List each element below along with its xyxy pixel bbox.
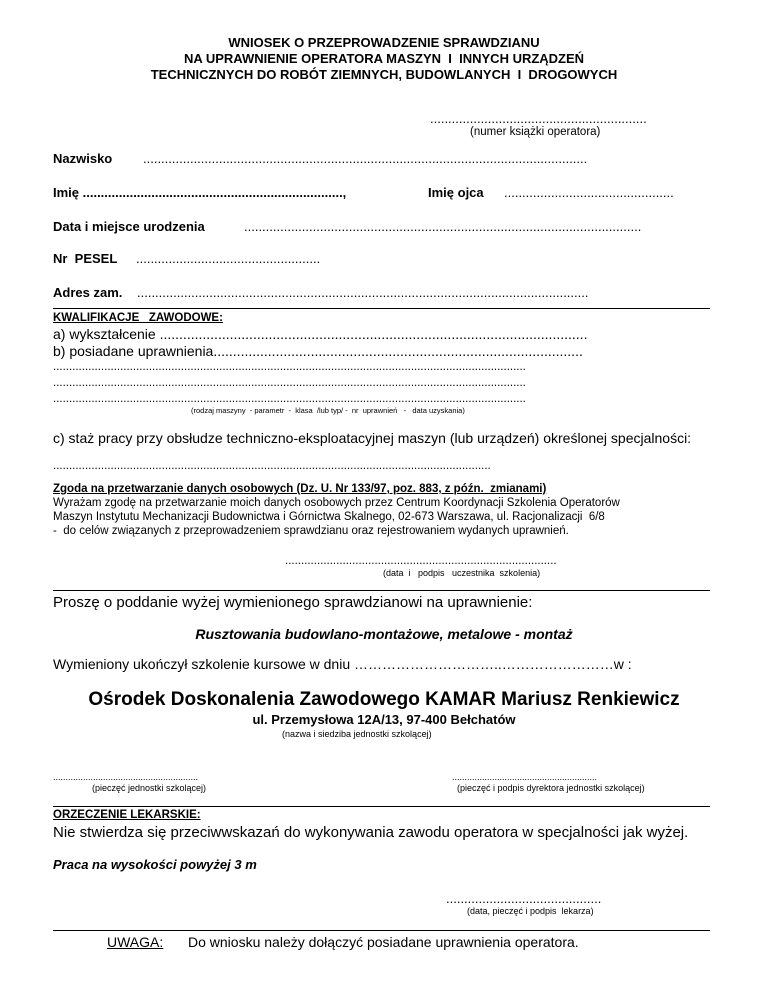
qualifications-heading: KWALIFIKACJE ZAWODOWE: — [53, 312, 223, 324]
consent-text-line-1: Wyrażam zgodę na przetwarzanie moich danych osobowych przez Centrum Koordynacji Szkolenia Operatorów — [53, 497, 620, 509]
center-stamp-field[interactable]: .......................................................... — [53, 772, 199, 782]
doctor-signature-field[interactable]: ........................................... — [446, 891, 602, 906]
permit-name: Rusztowania budowlano-montażowe, metalowe - montaż — [195, 626, 573, 642]
center-stamp-caption: (pieczęć jednostki szkolącej) — [92, 783, 207, 793]
participant-signature-field[interactable]: ..................................................................................... — [285, 555, 557, 567]
medical-heading: ORZECZENIE LEKARSKIE: — [53, 809, 201, 821]
divider — [53, 308, 710, 309]
note-text: Do wniosku należy dołączyć posiadane uprawnienia operatora. — [188, 934, 579, 950]
form-title-line-3: TECHNICZNYCH DO ROBÓT ZIEMNYCH, BUDOWLANYCH I DROGOWYCH — [150, 67, 618, 82]
father-name-field[interactable]: ............................................... — [504, 185, 674, 200]
training-center-name: Ośrodek Doskonalenia Zawodowego KAMAR Mariusz Renkiewicz — [88, 689, 680, 710]
divider — [53, 590, 710, 591]
form-title-line-2: NA UPRAWNIENIE OPERATORA MASZYN I INNYCH URZĄDZEŃ — [183, 51, 585, 66]
training-center-caption: (nazwa i siedziba jednostki szkolącej) — [282, 729, 432, 739]
birth-date-place-field[interactable]: .............................................................................................................. — [244, 219, 642, 234]
surname-label: Nazwisko — [53, 151, 113, 166]
director-stamp-field[interactable]: .......................................................... — [452, 772, 598, 782]
divider — [53, 806, 710, 807]
divider — [53, 930, 710, 931]
permits-line-1[interactable]: .................................................................................................................................................... — [53, 361, 526, 373]
first-name-field[interactable]: Imię ........................................................................, — [53, 185, 347, 200]
permits-line-3[interactable]: .................................................................................................................................................... — [53, 393, 526, 405]
training-date-field[interactable]: Wymieniony ukończył szkolenie kursowe w dniu …………………………..……………………w : — [53, 656, 632, 672]
consent-text-line-2: Maszyn Instytutu Mechanizacji Budownictwa i Górnictwa Skalnego, 02-673 Warszawa, ul. Racjonalizacji 6/8 — [53, 511, 605, 523]
note-label: UWAGA: — [107, 934, 164, 950]
pesel-field[interactable]: ................................................... — [136, 251, 321, 266]
education-field[interactable]: a) wykształcenie .............................................................................................................. — [53, 326, 588, 342]
consent-text-line-3: - do celów związanych z przeprowadzeniem sprawdzianu oraz rejestrowaniem wydanych uprawnień. — [53, 525, 569, 537]
operator-book-number-caption: (numer książki operatora) — [470, 126, 601, 138]
operator-book-number-field[interactable]: ............................................................ — [430, 111, 647, 126]
form-title-line-1: WNIOSEK O PRZEPROWADZENIE SPRAWDZIANU — [228, 35, 540, 50]
permits-line-2[interactable]: .................................................................................................................................................... — [53, 377, 526, 389]
doctor-signature-caption: (data, pieczęć i podpis lekarza) — [467, 906, 594, 916]
request-text: Proszę o poddanie wyżej wymienionego sprawdzianowi na uprawnienie: — [53, 594, 533, 611]
birth-date-place-label: Data i miejsce urodzenia — [53, 219, 205, 234]
participant-signature-caption: (data i podpis uczestnika szkolenia) — [383, 568, 541, 578]
director-stamp-caption: (pieczęć i podpis dyrektora jednostki szkolącej) — [457, 783, 645, 793]
consent-title: Zgoda na przetwarzanie danych osobowych (Dz. U. Nr 133/97, poz. 883, z późn. zmianami) — [53, 483, 547, 495]
medical-statement: Nie stwierdza się przeciwwskazań do wykonywania zawodu operatora w specjalności jak wyżej. — [53, 824, 689, 841]
address-label: Adres zam. — [53, 285, 123, 300]
father-name-label: Imię ojca — [428, 185, 484, 200]
address-field[interactable]: ............................................................................................................................. — [137, 285, 589, 300]
permits-caption: (rodzaj maszyny - parametr - klasa /lub typ/ - nr uprawnień - data uzyskania) — [191, 406, 465, 415]
work-experience-label: c) staż pracy przy obsłudze techniczno-eksploatacyjnej maszyn (lub urządzeń) określonej specjalności: — [53, 430, 692, 446]
work-experience-field[interactable]: ......................................................................................................................................... — [53, 460, 491, 472]
permits-field[interactable]: b) posiadane uprawnienia............................................................................................... — [53, 343, 583, 359]
surname-field[interactable]: ........................................................................................................................... — [143, 151, 588, 166]
pesel-label: Nr PESEL — [53, 251, 118, 266]
height-work-statement: Praca na wysokości powyżej 3 m — [53, 857, 257, 872]
training-center-address: ul. Przemysłowa 12A/13, 97-400 Bełchatów — [252, 712, 516, 727]
